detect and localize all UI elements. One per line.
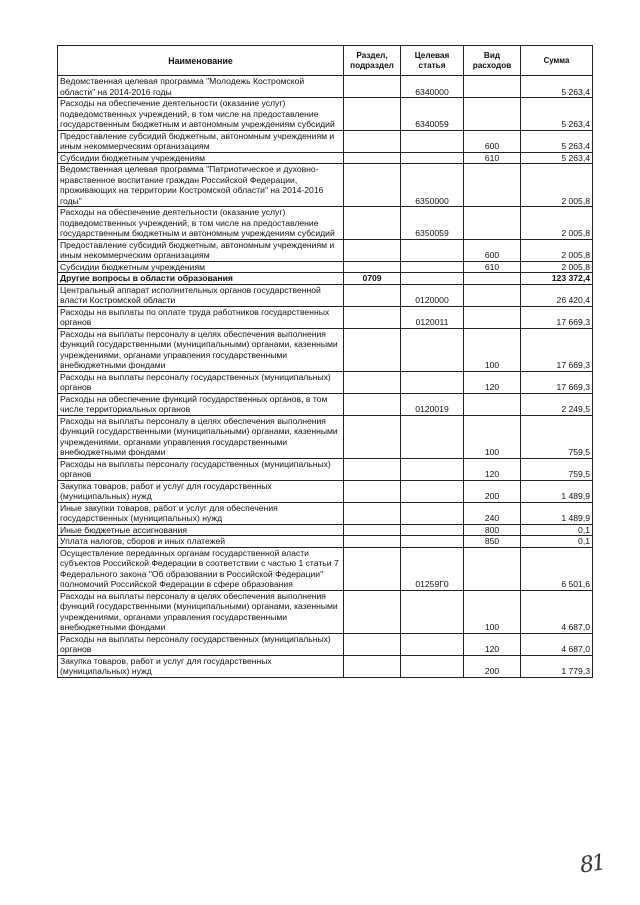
cell-section [344,284,401,306]
cell-sum: 2 005,8 [521,239,593,261]
cell-sum: 17 669,3 [521,328,593,371]
cell-section [344,547,401,590]
cell-target-code [401,371,464,393]
cell-section [344,76,401,98]
header-type: Вид расходов [464,46,521,76]
cell-section [344,502,401,524]
cell-name: Осуществление переданных органам государственной власти субъектов Российской Федерации в соответствии с частью 1 статьи 7 Федерального закона "Об образовании в Российской Федерации" полномочий Российской Федерации в сфере образования [58,547,344,590]
cell-expense-type [464,393,521,415]
cell-name: Расходы на выплаты персоналу государственных (муниципальных) органов [58,458,344,480]
cell-sum: 1 489,9 [521,480,593,502]
cell-expense-type [464,547,521,590]
cell-target-code [401,536,464,548]
table-row [58,306,593,328]
cell-expense-type: 610 [464,261,521,273]
cell-name: Другие вопросы в области образования [58,273,344,285]
cell-name: Уплата налогов, сборов и иных платежей [58,536,344,548]
cell-name: Расходы на выплаты персоналу в целях обеспечения выполнения функций государственными (муниципальными) органами, казенными учреждениями, органами управления государственными внебюджетными фондами [58,590,344,633]
table-row [58,207,593,240]
table-row [58,524,593,536]
cell-expense-type [464,98,521,131]
cell-section [344,655,401,677]
table-row [58,130,593,152]
cell-name: Иные бюджетные ассигнования [58,524,344,536]
header-name: Наименование [58,46,344,76]
cell-target-code [401,502,464,524]
cell-expense-type: 600 [464,130,521,152]
cell-sum: 17 669,3 [521,306,593,328]
cell-target-code: 0120000 [401,284,464,306]
cell-expense-type [464,284,521,306]
cell-sum: 0,1 [521,524,593,536]
cell-name: Ведомственная целевая программа "Молодежь Костромской области" на 2014-2016 годы [58,76,344,98]
table-row [58,547,593,590]
table-row [58,284,593,306]
cell-section [344,207,401,240]
cell-target-code [401,524,464,536]
cell-target-code [401,130,464,152]
cell-name: Ведомственная целевая программа "Патриотическое и духовно-нравственное воспитание граждан Российской Федерации, проживающих на территории Костромской области" на 2014-2016 годы" [58,164,344,207]
cell-section [344,524,401,536]
cell-section [344,306,401,328]
cell-expense-type [464,164,521,207]
cell-section [344,633,401,655]
cell-name: Расходы на обеспечение деятельности (оказание услуг) подведомственных учреждений, в том числе на предоставление государственным бюджетным и автономным учреждениям субсидий [58,207,344,240]
table-row [58,261,593,273]
cell-section [344,415,401,458]
cell-name: Расходы на выплаты персоналу государственных (муниципальных) органов [58,371,344,393]
table-row [58,536,593,548]
cell-sum: 5 263,4 [521,76,593,98]
cell-sum: 5 263,4 [521,152,593,164]
table-row [58,164,593,207]
table-row [58,415,593,458]
cell-section [344,98,401,131]
cell-sum: 759,5 [521,415,593,458]
cell-expense-type: 610 [464,152,521,164]
cell-sum: 759,5 [521,458,593,480]
cell-sum: 2 005,8 [521,164,593,207]
cell-expense-type: 100 [464,590,521,633]
header-sum: Сумма [521,46,593,76]
cell-target-code [401,328,464,371]
cell-section [344,393,401,415]
cell-name: Закупка товаров, работ и услуг для государственных (муниципальных) нужд [58,480,344,502]
cell-section [344,130,401,152]
cell-target-code: 6350000 [401,164,464,207]
cell-expense-type: 850 [464,536,521,548]
cell-sum: 5 263,4 [521,130,593,152]
cell-target-code: 0120019 [401,393,464,415]
cell-expense-type: 120 [464,371,521,393]
handwritten-page-number: 81 [578,850,606,879]
cell-sum: 4 687,0 [521,633,593,655]
table-header [58,46,593,76]
cell-name: Субсидии бюджетным учреждениям [58,152,344,164]
table-row [58,633,593,655]
budget-table [57,45,593,678]
cell-target-code [401,152,464,164]
cell-name: Центральный аппарат исполнительных органов государственной власти Костромской области [58,284,344,306]
table-row [58,655,593,677]
cell-expense-type [464,207,521,240]
cell-expense-type: 100 [464,415,521,458]
cell-expense-type: 600 [464,239,521,261]
cell-section [344,261,401,273]
cell-name: Расходы на обеспечение функций государственных органов, в том числе территориальных органов [58,393,344,415]
cell-sum: 123 372,4 [521,273,593,285]
cell-target-code: 6340000 [401,76,464,98]
cell-sum: 2 005,8 [521,207,593,240]
cell-expense-type: 120 [464,458,521,480]
cell-section [344,371,401,393]
cell-target-code [401,655,464,677]
cell-target-code [401,415,464,458]
table-row [58,371,593,393]
header-target: Целевая статья [401,46,464,76]
cell-name: Расходы на выплаты персоналу в целях обеспечения выполнения функций государственными (муниципальными) органами, казенными учреждениями, органами управления государственными внебюджетными фондами [58,415,344,458]
table-row [58,76,593,98]
cell-name: Закупка товаров, работ и услуг для государственных (муниципальных) нужд [58,655,344,677]
cell-expense-type: 100 [464,328,521,371]
cell-expense-type: 800 [464,524,521,536]
cell-target-code: 6350059 [401,207,464,240]
cell-sum: 26 420,4 [521,284,593,306]
cell-expense-type: 200 [464,655,521,677]
table-row [58,458,593,480]
table-row [58,98,593,131]
cell-target-code [401,633,464,655]
table-row [58,239,593,261]
table-row [58,152,593,164]
cell-sum: 2 005,8 [521,261,593,273]
cell-section [344,328,401,371]
cell-section [344,152,401,164]
cell-expense-type [464,76,521,98]
cell-sum: 17 669,3 [521,371,593,393]
cell-target-code [401,590,464,633]
cell-expense-type: 120 [464,633,521,655]
cell-sum: 6 501,6 [521,547,593,590]
cell-target-code: 0120011 [401,306,464,328]
cell-expense-type: 240 [464,502,521,524]
cell-section [344,480,401,502]
cell-name: Расходы на выплаты персоналу в целях обеспечения выполнения функций государственными (муниципальными) органами, казенными учреждениями, органами управления государственными внебюджетными фондами [58,328,344,371]
cell-name: Предоставление субсидий бюджетным, автономным учреждениям и иным некоммерческим организациям [58,130,344,152]
cell-name: Расходы на выплаты по оплате труда работников государственных органов [58,306,344,328]
cell-sum: 1 779,3 [521,655,593,677]
cell-sum: 0,1 [521,536,593,548]
cell-sum: 2 249,5 [521,393,593,415]
table-row [58,273,593,285]
cell-section: 0709 [344,273,401,285]
cell-sum: 5 263,4 [521,98,593,131]
header-row [58,46,593,76]
cell-name: Субсидии бюджетным учреждениям [58,261,344,273]
cell-name: Расходы на выплаты персоналу государственных (муниципальных) органов [58,633,344,655]
cell-expense-type [464,306,521,328]
cell-expense-type: 200 [464,480,521,502]
cell-section [344,458,401,480]
table-row [58,393,593,415]
cell-section [344,164,401,207]
cell-sum: 1 489,9 [521,502,593,524]
cell-section [344,590,401,633]
cell-name: Расходы на обеспечение деятельности (оказание услуг) подведомственных учреждений, в том числе на предоставление государственным бюджетным и автономным учреждениям субсидий [58,98,344,131]
cell-section [344,239,401,261]
cell-name: Иные закупки товаров, работ и услуг для обеспечения государственных (муниципальных) нужд [58,502,344,524]
cell-target-code [401,480,464,502]
cell-section [344,536,401,548]
table-row [58,502,593,524]
cell-target-code: 01259Г0 [401,547,464,590]
table-row [58,590,593,633]
cell-target-code [401,458,464,480]
cell-target-code [401,273,464,285]
table-row [58,480,593,502]
cell-target-code: 6340059 [401,98,464,131]
table-body [58,76,593,678]
cell-sum: 4 687,0 [521,590,593,633]
header-section: Раздел, подраздел [344,46,401,76]
cell-target-code [401,239,464,261]
cell-expense-type [464,273,521,285]
table-row [58,328,593,371]
cell-target-code [401,261,464,273]
cell-name: Предоставление субсидий бюджетным, автономным учреждениям и иным некоммерческим организациям [58,239,344,261]
